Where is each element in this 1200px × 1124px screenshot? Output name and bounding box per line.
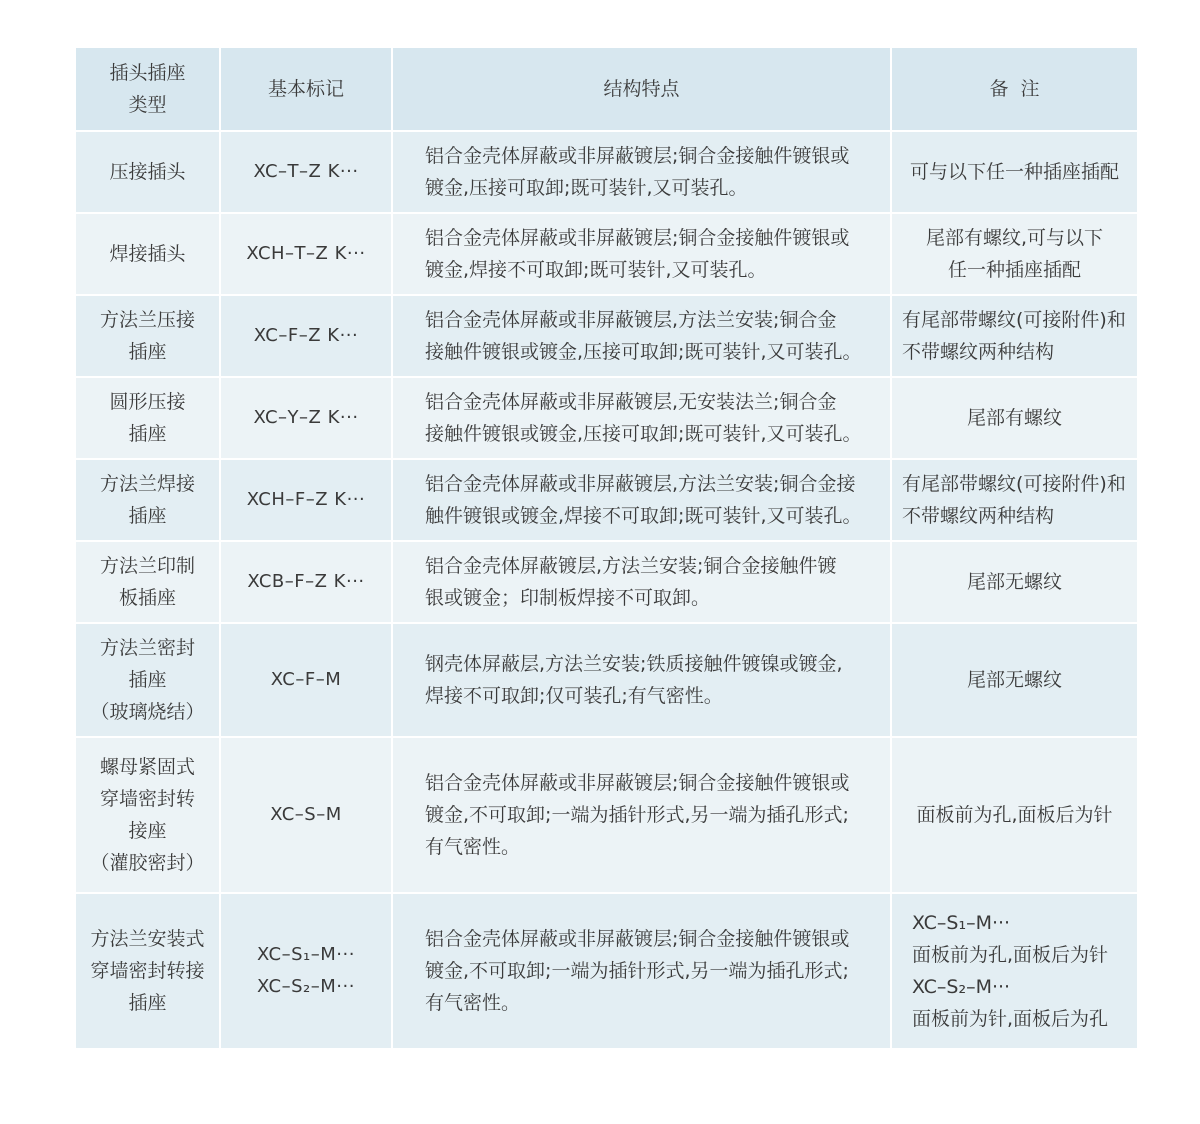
row-8-note: 面板前为孔,面板后为针 [916,804,1113,826]
row-1-mark: XC–T–Z K··· [253,161,359,182]
connector-table [76,48,1135,1048]
row-4-mark-cell [221,378,391,458]
row-1-type: 压接插头 [109,161,186,183]
row-2-feature: 铝合金壳体屏蔽或非屏蔽镀层;铜合金接触件镀银或 镀金,焊接不可取卸;既可装针,又可装孔。 [425,227,850,281]
row-6-mark-cell [221,542,391,622]
row-3-feature-cell [393,296,890,376]
row-3-mark-cell [221,296,391,376]
row-6-type: 方法兰印制 板插座 [99,555,195,609]
row-8-feature-cell [393,738,890,892]
row-6-feature: 铝合金壳体屏蔽镀层,方法兰安装;铜合金接触件镀 银或镀金；印制板焊接不可取卸。 [425,555,837,609]
row-3-note-cell [892,296,1137,376]
header-mark: 基本标记 [221,48,391,130]
row-3-type: 方法兰压接 插座 [99,309,195,363]
row-9-mark-cell [221,894,391,1048]
row-3-note: 有尾部带螺纹(可接附件)和 不带螺纹两种结构 [902,309,1126,363]
row-5-note-cell [892,460,1137,540]
row-5-type: 方法兰焊接 插座 [99,473,195,527]
row-8-type-cell [76,738,219,892]
row-1-type-cell [76,132,219,212]
row-2-type-cell [76,214,219,294]
row-9-type-cell [76,894,219,1048]
row-4-type: 圆形压接 插座 [109,391,186,445]
row-7-feature: 钢壳体屏蔽层,方法兰安装;铁质接触件镀镍或镀金, 焊接不可取卸;仅可装孔;有气密性。 [425,653,843,707]
header-note: 备 注 [892,48,1137,130]
row-3-type-cell [76,296,219,376]
row-2-note-cell [892,214,1137,294]
row-6-feature-cell [393,542,890,622]
row-1-feature-cell [393,132,890,212]
row-8-note-cell [892,738,1137,892]
row-1-note: 可与以下任一种插座插配 [909,161,1119,183]
row-5-feature: 铝合金壳体屏蔽或非屏蔽镀层,方法兰安装;铜合金接 触件镀银或镀金,焊接不可取卸;既可装针,又可装孔。 [425,473,862,527]
row-5-feature-cell [393,460,890,540]
row-1-mark-cell [221,132,391,212]
header-type: 插头插座 类型 [76,48,219,130]
row-4-feature-cell [393,378,890,458]
row-4-mark: XC–Y–Z K··· [253,407,359,428]
row-2-mark-cell [221,214,391,294]
row-8-feature: 铝合金壳体屏蔽或非屏蔽镀层;铜合金接触件镀银或 镀金,不可取卸;一端为插针形式,另一端为插孔形式; 有气密性。 [425,772,850,858]
row-9-type: 方法兰安装式 穿墙密封转接 插座 [90,928,205,1014]
row-4-note: 尾部有螺纹 [966,407,1062,429]
row-8-mark-cell [221,738,391,892]
row-8-type: 螺母紧固式 穿墙密封转 接座 （灌胶密封） [90,756,205,874]
row-9-mark: XC–S₁–M··· XC–S₂–M··· [257,944,355,997]
row-9-feature: 铝合金壳体屏蔽或非屏蔽镀层;铜合金接触件镀银或 镀金,不可取卸;一端为插针形式,另一端为插孔形式; 有气密性。 [425,928,850,1014]
row-3-mark: XC–F–Z K··· [253,325,359,346]
row-1-feature: 铝合金壳体屏蔽或非屏蔽镀层;铜合金接触件镀银或 镀金,压接可取卸;既可装针,又可装孔。 [425,145,850,199]
row-1-note-cell [892,132,1137,212]
row-4-type-cell [76,378,219,458]
row-6-note-cell [892,542,1137,622]
row-7-note: 尾部无螺纹 [966,669,1062,691]
row-7-mark: XC–F–M [270,669,342,690]
row-2-note: 尾部有螺纹,可与以下 任一种插座插配 [925,227,1104,281]
row-6-type-cell [76,542,219,622]
row-7-feature-cell [393,624,890,736]
row-9-note-cell [892,894,1137,1048]
row-4-note-cell [892,378,1137,458]
row-8-mark: XC–S–M [270,804,342,825]
row-4-feature: 铝合金壳体屏蔽或非屏蔽镀层,无安装法兰;铜合金 接触件镀银或镀金,压接可取卸;既可装针,又可装孔。 [425,391,862,445]
row-6-mark: XCB–F–Z K··· [247,571,365,592]
row-7-type: 方法兰密封 插座 （玻璃烧结） [90,637,205,723]
row-5-mark: XCH–F–Z K··· [246,489,366,510]
row-2-feature-cell [393,214,890,294]
row-7-note-cell [892,624,1137,736]
row-2-type: 焊接插头 [109,243,186,265]
row-5-type-cell [76,460,219,540]
row-5-mark-cell [221,460,391,540]
row-6-note: 尾部无螺纹 [966,571,1062,593]
row-9-note: XC–S₁–M··· 面板前为孔,面板后为针 XC–S₂–M··· 面板前为针,面板后为孔 [912,912,1109,1030]
row-7-mark-cell [221,624,391,736]
row-7-type-cell [76,624,219,736]
row-9-feature-cell [393,894,890,1048]
row-5-note: 有尾部带螺纹(可接附件)和 不带螺纹两种结构 [902,473,1126,527]
header-feature: 结构特点 [393,48,890,130]
row-3-feature: 铝合金壳体屏蔽或非屏蔽镀层,方法兰安装;铜合金 接触件镀银或镀金,压接可取卸;既可装针,又可装孔。 [425,309,862,363]
row-2-mark: XCH–T–Z K··· [246,243,366,264]
